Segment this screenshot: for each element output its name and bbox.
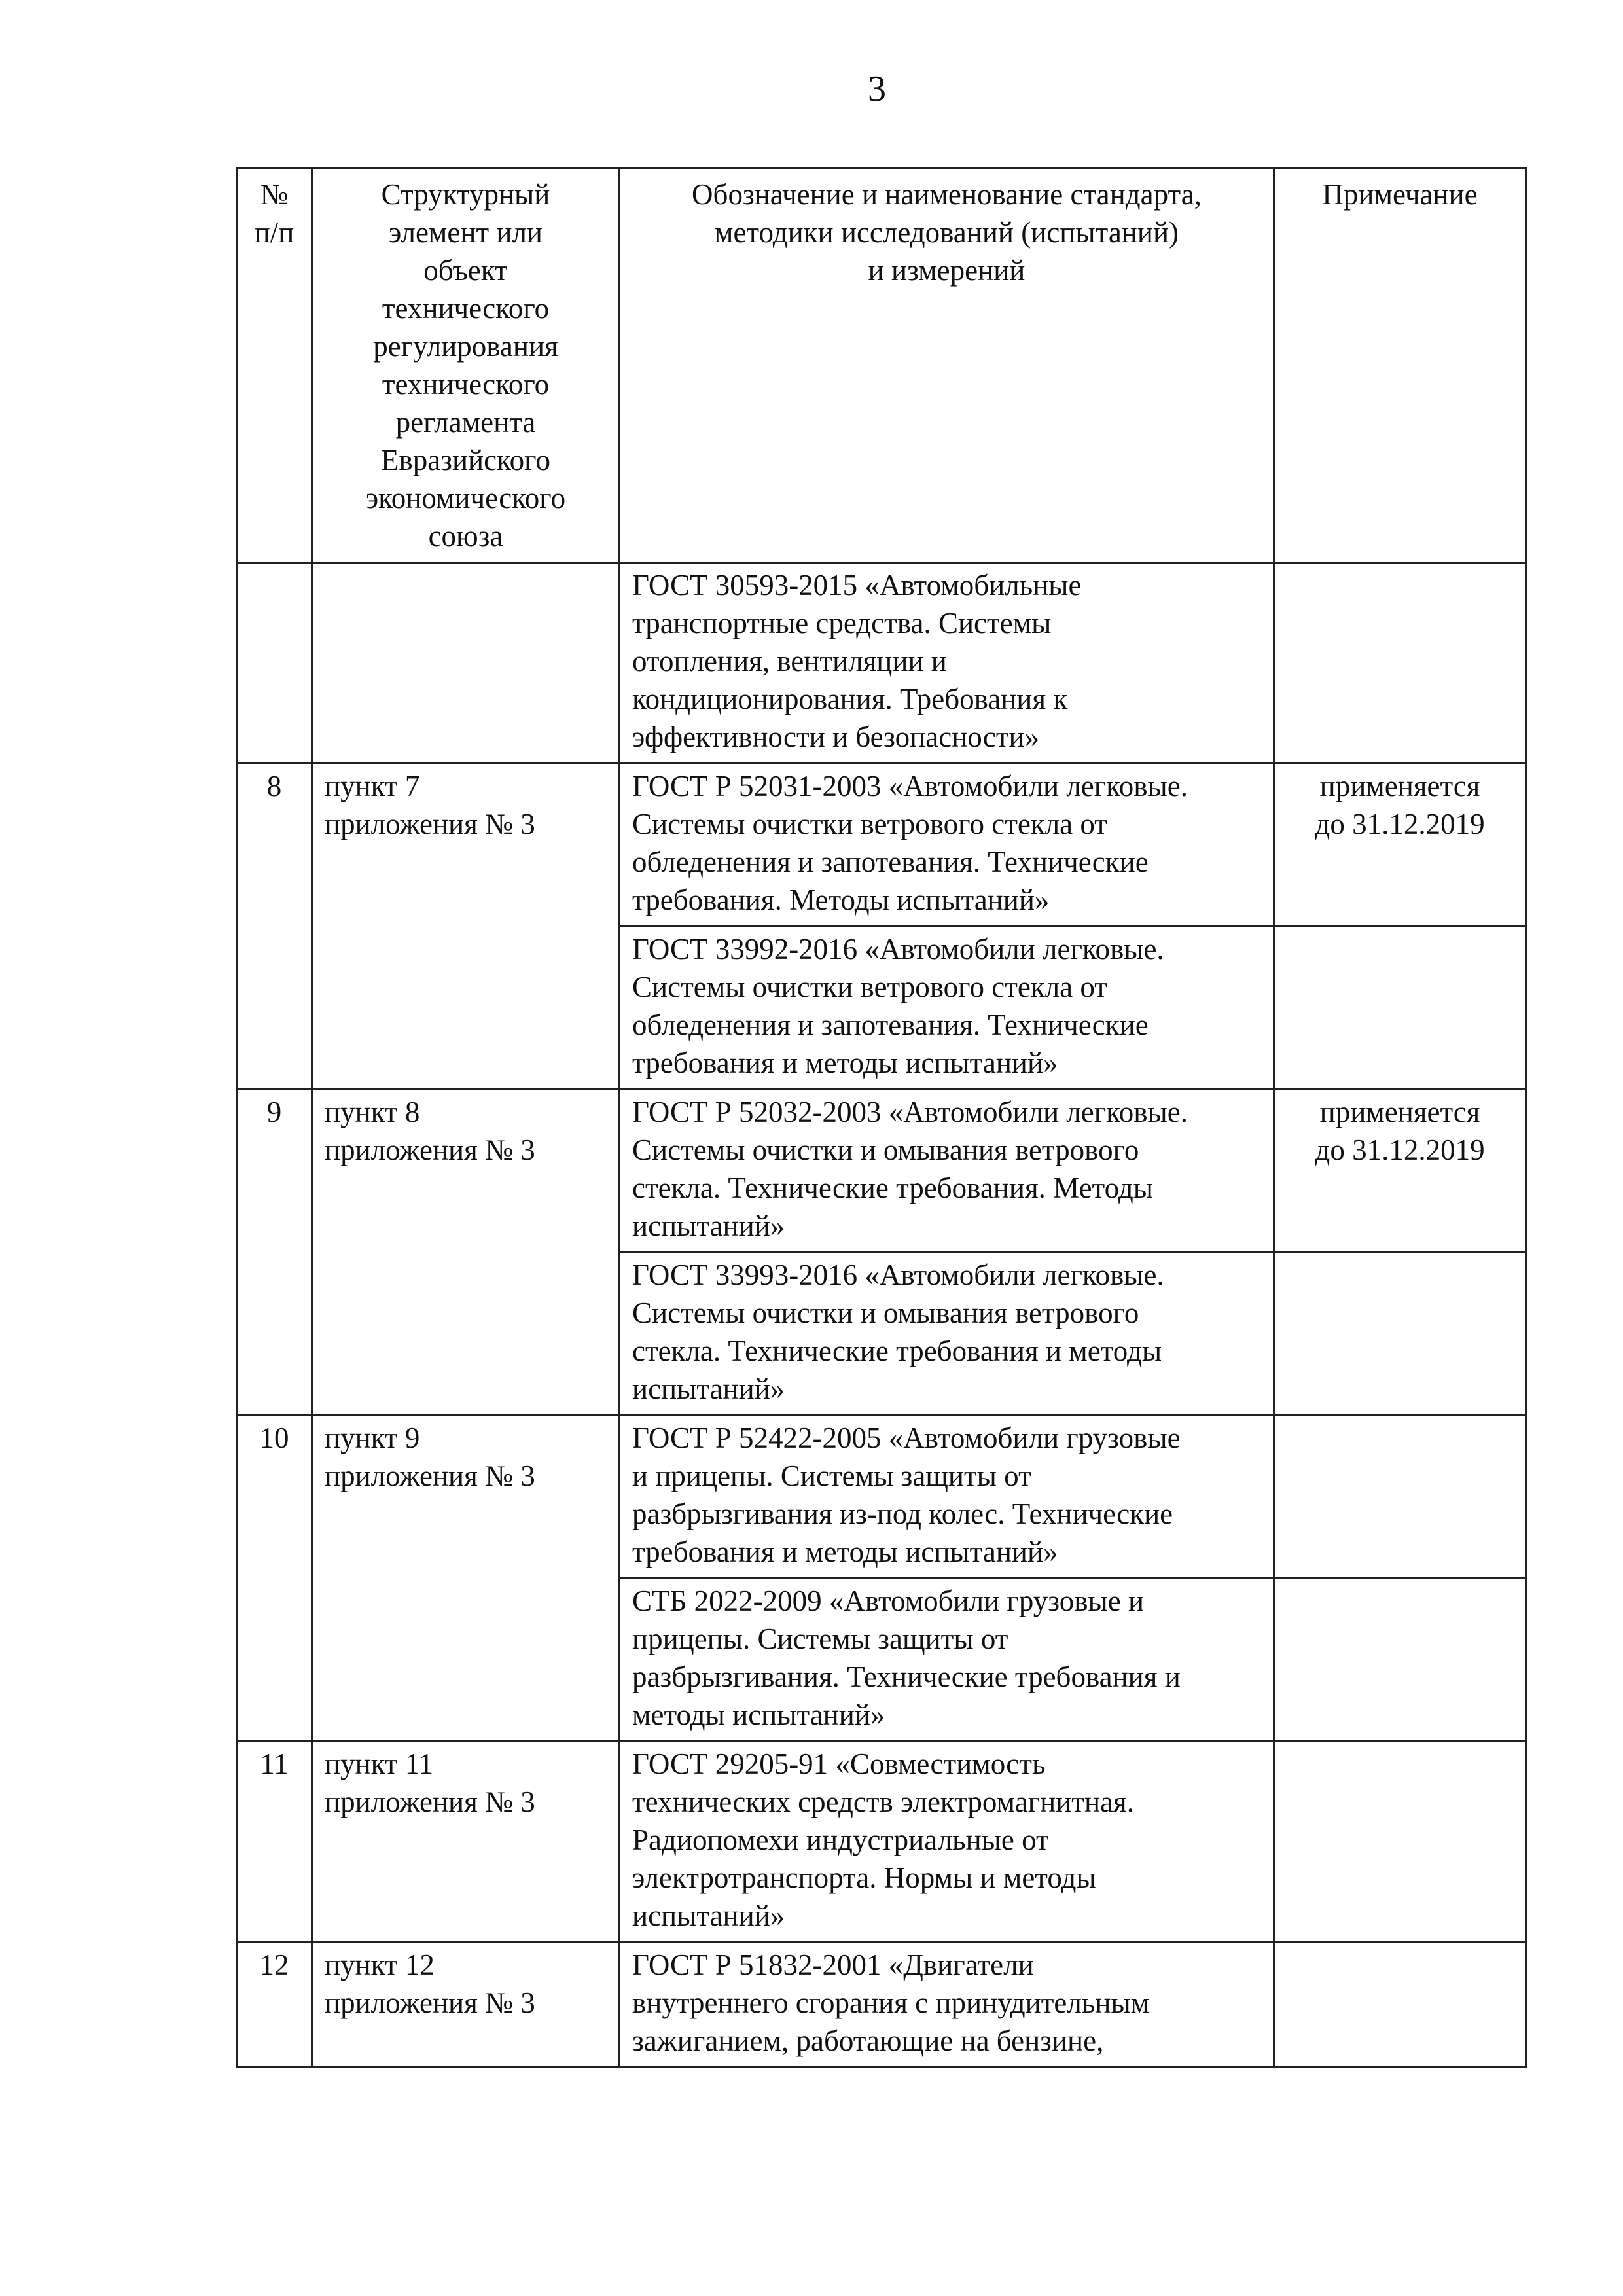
text-line: Обозначение и наименование стандарта, xyxy=(692,178,1202,211)
text-line: испытаний» xyxy=(632,1210,785,1242)
row-standard xyxy=(620,764,1274,927)
header-number xyxy=(237,168,312,563)
text-line: Системы очистки и омывания ветрового xyxy=(632,1134,1139,1166)
text-line: приложения № 3 xyxy=(325,1986,535,2019)
text-line: СТБ 2022-2009 «Автомобили грузовые и xyxy=(632,1585,1145,1617)
text-line: ГОСТ 33992-2016 «Автомобили легковые. xyxy=(632,933,1164,965)
text-line: приложения № 3 xyxy=(325,1460,535,1492)
text-line: Примечание xyxy=(1322,178,1478,211)
row-number xyxy=(237,563,312,764)
text-line: ГОСТ 33993-2016 «Автомобили легковые. xyxy=(632,1259,1164,1291)
text-line: регулирования xyxy=(373,330,558,363)
row-structural-element xyxy=(312,1416,620,1742)
row-note xyxy=(1274,1416,1526,1579)
text-line: прицепы. Системы защиты от xyxy=(632,1623,1008,1655)
text-line: электротранспорта. Нормы и методы xyxy=(632,1861,1096,1894)
text-line: пункт 8 xyxy=(325,1096,420,1128)
text-line: элемент или xyxy=(389,216,543,249)
row-note xyxy=(1274,1579,1526,1742)
row-structural-element xyxy=(312,764,620,1090)
table-row xyxy=(237,1090,1526,1253)
text-line: и прицепы. Системы защиты от xyxy=(632,1460,1031,1492)
row-note xyxy=(1274,1253,1526,1416)
header-structural-element xyxy=(312,168,620,563)
table-row xyxy=(237,1943,1526,2068)
header-note xyxy=(1274,168,1526,563)
text-line: пункт 11 xyxy=(325,1748,434,1780)
text-line: Системы очистки ветрового стекла от xyxy=(632,971,1107,1003)
text-line: разбрызгивания. Технические требования и xyxy=(632,1660,1181,1693)
row-structural-element xyxy=(312,1742,620,1943)
text-line: требования и методы испытаний» xyxy=(632,1047,1058,1079)
row-number: 10 xyxy=(237,1416,312,1742)
text-line: ГОСТ Р 52032-2003 «Автомобили легковые. xyxy=(632,1096,1188,1128)
text-line: ГОСТ Р 51832-2001 «Двигатели xyxy=(632,1948,1034,1981)
text-line: требования и методы испытаний» xyxy=(632,1535,1058,1568)
text-line: отопления, вентиляции и xyxy=(632,645,947,677)
text-line: стекла. Технические требования и методы xyxy=(632,1335,1162,1367)
text-line: ГОСТ 30593-2015 «Автомобильные xyxy=(632,569,1082,601)
row-structural-element xyxy=(312,1943,620,2068)
text-line: до 31.12.2019 xyxy=(1315,1134,1485,1166)
row-standard xyxy=(620,563,1274,764)
text-line: применяется xyxy=(1319,1096,1480,1128)
row-standard xyxy=(620,927,1274,1090)
text-line: эффективности и безопасности» xyxy=(632,721,1040,753)
text-line: ГОСТ 29205-91 «Совместимость xyxy=(632,1748,1046,1780)
text-line: Системы очистки ветрового стекла от xyxy=(632,808,1107,840)
text-line: Структурный xyxy=(381,178,550,211)
text-line: обледенения и запотевания. Технические xyxy=(632,846,1149,878)
table-header-row xyxy=(237,168,1526,563)
text-line: приложения № 3 xyxy=(325,808,535,840)
row-number: 9 xyxy=(237,1090,312,1416)
text-line: Системы очистки и омывания ветрового xyxy=(632,1297,1139,1329)
row-number: 8 xyxy=(237,764,312,1090)
text-line: пункт 7 xyxy=(325,770,420,802)
text-line: стекла. Технические требования. Методы xyxy=(632,1172,1153,1204)
text-line: приложения № 3 xyxy=(325,1134,535,1166)
table-row xyxy=(237,563,1526,764)
text-line: союза xyxy=(428,520,503,552)
text-line: регламента xyxy=(395,406,536,439)
text-line: зажиганием, работающие на бензине, xyxy=(632,2024,1104,2057)
row-standard xyxy=(620,1943,1274,2068)
text-line: № xyxy=(260,178,289,211)
text-line: Евразийского xyxy=(380,444,551,476)
row-note xyxy=(1274,764,1526,927)
row-note xyxy=(1274,927,1526,1090)
text-line: и измерений xyxy=(868,254,1026,287)
text-line: приложения № 3 xyxy=(325,1785,535,1818)
row-standard xyxy=(620,1579,1274,1742)
row-note xyxy=(1274,1742,1526,1943)
table-row xyxy=(237,1416,1526,1579)
text-line: кондиционирования. Требования к xyxy=(632,683,1068,715)
text-line: объект xyxy=(423,254,508,287)
standards-table xyxy=(236,167,1527,2068)
row-standard xyxy=(620,1090,1274,1253)
text-line: до 31.12.2019 xyxy=(1315,808,1485,840)
row-number: 12 xyxy=(237,1943,312,2068)
row-note xyxy=(1274,1090,1526,1253)
text-line: экономического xyxy=(365,482,566,514)
row-structural-element xyxy=(312,563,620,764)
text-line: требования. Методы испытаний» xyxy=(632,884,1050,916)
text-line: внутреннего сгорания с принудительным xyxy=(632,1986,1150,2019)
row-number: 11 xyxy=(237,1742,312,1943)
row-standard xyxy=(620,1416,1274,1579)
text-line: испытаний» xyxy=(632,1372,785,1405)
text-line: пункт 12 xyxy=(325,1948,435,1981)
text-line: ГОСТ Р 52031-2003 «Автомобили легковые. xyxy=(632,770,1188,802)
text-line: транспортные средства. Системы xyxy=(632,607,1052,639)
row-note xyxy=(1274,1943,1526,2068)
text-line: обледенения и запотевания. Технические xyxy=(632,1009,1149,1041)
text-line: применяется xyxy=(1319,770,1480,802)
table-row xyxy=(237,1742,1526,1943)
text-line: технических средств электромагнитная. xyxy=(632,1785,1134,1818)
row-note xyxy=(1274,563,1526,764)
text-line: испытаний» xyxy=(632,1899,785,1932)
text-line: технического xyxy=(382,292,550,325)
text-line: методики исследований (испытаний) xyxy=(714,216,1179,249)
row-standard xyxy=(620,1253,1274,1416)
text-line: разбрызгивания из-под колес. Технические xyxy=(632,1498,1173,1530)
table-row xyxy=(237,764,1526,927)
text-line: технического xyxy=(382,368,550,401)
header-standard xyxy=(620,168,1274,563)
row-structural-element xyxy=(312,1090,620,1416)
text-line: п/п xyxy=(254,216,294,249)
text-line: Радиопомехи индустриальные от xyxy=(632,1823,1049,1856)
text-line: методы испытаний» xyxy=(632,1698,885,1731)
text-line: ГОСТ Р 52422-2005 «Автомобили грузовые xyxy=(632,1422,1181,1454)
page-number: 3 xyxy=(868,69,886,109)
row-standard xyxy=(620,1742,1274,1943)
text-line: пункт 9 xyxy=(325,1422,420,1454)
